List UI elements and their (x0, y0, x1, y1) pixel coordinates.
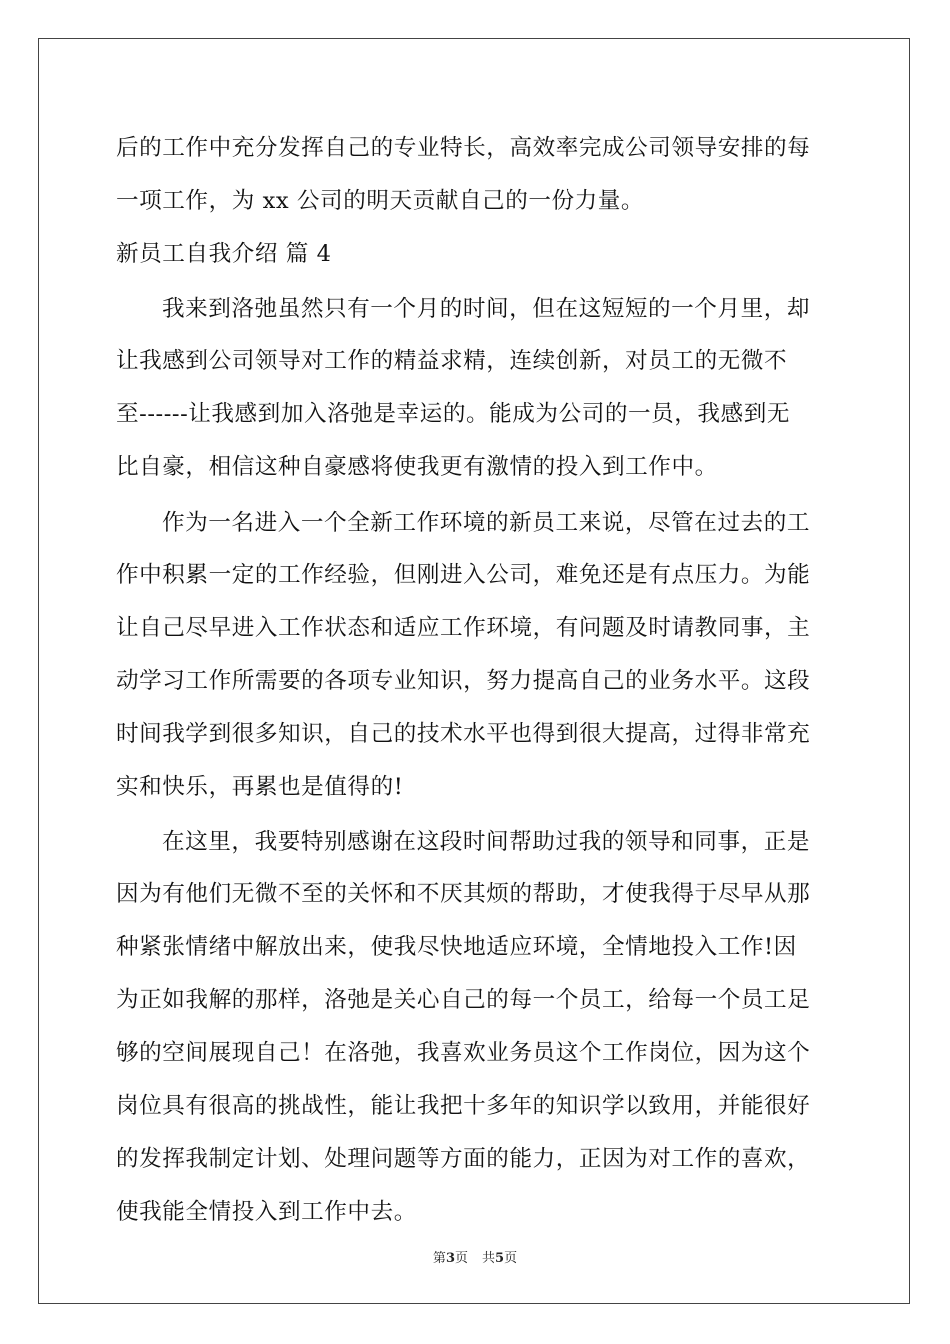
text-line: 一项工作，为 xx 公司的明天贡献自己的一份力量。 (116, 188, 645, 214)
text-line: 实和快乐，再累也是值得的! (116, 774, 404, 800)
text-line: 使我能全情投入到工作中去。 (116, 1199, 417, 1225)
page-footer (0, 1247, 950, 1266)
section-heading: 新员工自我介绍 篇 4 (116, 241, 332, 267)
text-line: 在这里，我要特别感谢在这段时间帮助过我的领导和同事，正是 (162, 829, 811, 855)
total-pages: 5 (495, 1251, 505, 1266)
text-line: 种紧张情绪中解放出来，使我尽快地适应环境，全情地投入工作!因 (116, 934, 797, 960)
text-line: 时间我学到很多知识，自己的技术水平也得到很大提高，过得非常充 (116, 721, 811, 747)
text-line: 比自豪，相信这种自豪感将使我更有激情的投入到工作中。 (116, 454, 718, 480)
text-line: 至------让我感到加入洛弛是幸运的。能成为公司的一员，我感到无 (116, 401, 790, 427)
text-line: 作为一名进入一个全新工作环境的新员工来说，尽管在过去的工 (162, 510, 811, 536)
text-line: 作中积累一定的工作经验，但刚进入公司，难免还是有点压力。为能 (116, 562, 811, 588)
text-line: 够的空间展现自己！在洛弛，我喜欢业务员这个工作岗位，因为这个 (116, 1040, 811, 1066)
text-line: 我来到洛弛虽然只有一个月的时间，但在这短短的一个月里，却 (162, 296, 811, 322)
text-line: 让我感到公司领导对工作的精益求精，连续创新，对员工的无微不 (116, 348, 788, 374)
page-prefix: 第 (432, 1251, 446, 1266)
page-number: 3 (445, 1251, 455, 1266)
total-prefix: 共 (482, 1251, 496, 1266)
total-suffix: 页 (504, 1251, 518, 1266)
text-line: 让自己尽早进入工作状态和适应工作环境，有问题及时请教同事，主 (116, 615, 811, 641)
text-line: 岗位具有很高的挑战性，能让我把十多年的知识学以致用，并能很好 (116, 1093, 811, 1119)
text-line: 后的工作中充分发挥自己的专业特长，高效率完成公司领导安排的每 (116, 135, 811, 161)
text-line: 动学习工作所需要的各项专业知识，努力提高自己的业务水平。这段 (116, 668, 811, 694)
page-suffix: 页 (454, 1251, 468, 1266)
text-line: 为正如我解的那样，洛弛是关心自己的每一个员工，给每一个员工足 (116, 987, 811, 1013)
text-line: 因为有他们无微不至的关怀和不厌其烦的帮助，才使我得于尽早从那 (116, 881, 811, 907)
text-line: 的发挥我制定计划、处理问题等方面的能力，正因为对工作的喜欢， (116, 1146, 811, 1172)
